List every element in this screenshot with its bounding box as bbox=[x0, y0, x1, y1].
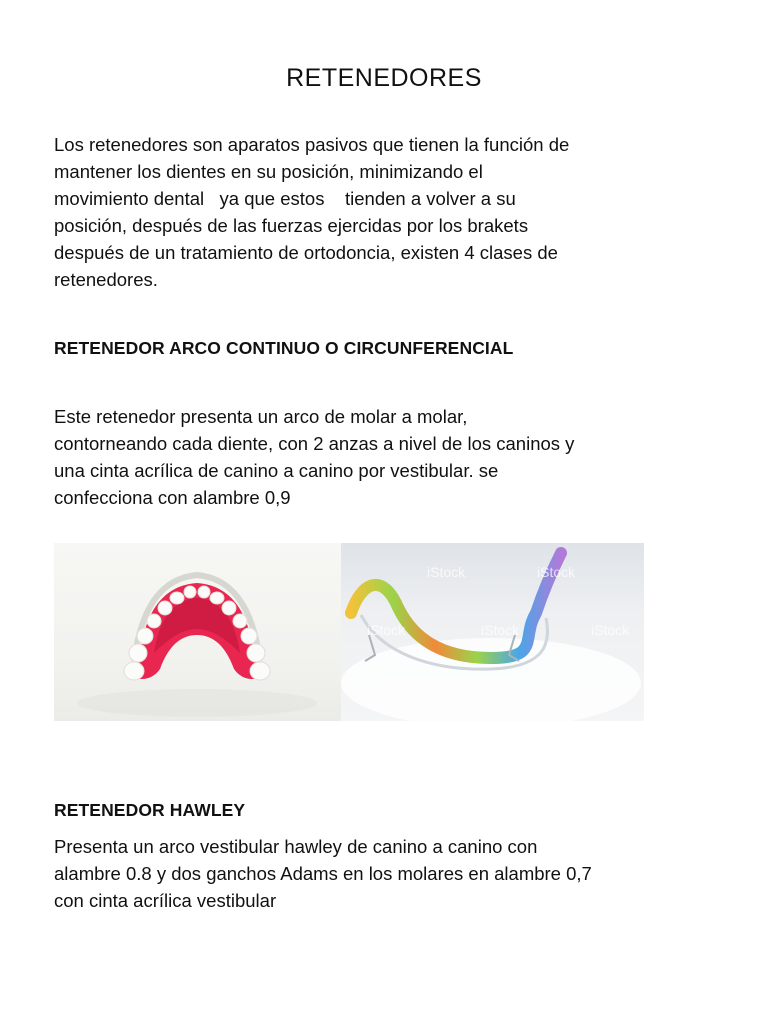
paragraph-line: contorneando cada diente, con 2 anzas a nivel de los caninos y bbox=[54, 433, 575, 454]
hawley-paragraph bbox=[54, 833, 716, 914]
watermark-text: iStock bbox=[427, 564, 466, 580]
paragraph-line: una cinta acrílica de canino a canino por vestibular. se bbox=[54, 460, 499, 481]
paragraph-line: con cinta acrílica vestibular bbox=[54, 890, 277, 911]
retainer-photo-pink bbox=[54, 543, 341, 721]
intro-line: mantener los dientes en su posición, minimizando el bbox=[54, 161, 483, 182]
intro-line: Los retenedores son aparatos pasivos que tienen la función de bbox=[54, 134, 570, 155]
intro-line: posición, después de las fuerzas ejercidas por los brakets bbox=[54, 215, 529, 236]
intro-line: movimiento dental ya que estos tienden a volver a su bbox=[54, 188, 516, 209]
watermark-text: iStock bbox=[537, 680, 576, 696]
intro-line: después de un tratamiento de ortodoncia, existen 4 clases de bbox=[54, 242, 558, 263]
intro-paragraph bbox=[54, 131, 716, 293]
paragraph-line: alambre 0.8 y dos ganchos Adams en los molares en alambre 0,7 bbox=[54, 863, 592, 884]
watermark-text: iStock bbox=[427, 680, 466, 696]
section-heading-hawley: RETENEDOR HAWLEY bbox=[54, 800, 246, 820]
page-title: RETENEDORES bbox=[286, 64, 482, 92]
retainer-photo-rainbow bbox=[341, 543, 644, 721]
section-heading-circumferential: RETENEDOR ARCO CONTINUO O CIRCUNFERENCIAL bbox=[54, 338, 514, 358]
watermark-text: iStock bbox=[591, 622, 630, 638]
paragraph-line: confecciona con alambre 0,9 bbox=[54, 487, 291, 508]
watermark-text: iStock bbox=[537, 564, 576, 580]
circumferential-paragraph bbox=[54, 403, 716, 511]
watermark-text: iStock bbox=[367, 622, 406, 638]
paragraph-line: Este retenedor presenta un arco de molar a molar, bbox=[54, 406, 468, 427]
paragraph-line: Presenta un arco vestibular hawley de canino a canino con bbox=[54, 836, 538, 857]
watermark-text: iStock bbox=[481, 622, 520, 638]
intro-line: retenedores. bbox=[54, 269, 158, 290]
